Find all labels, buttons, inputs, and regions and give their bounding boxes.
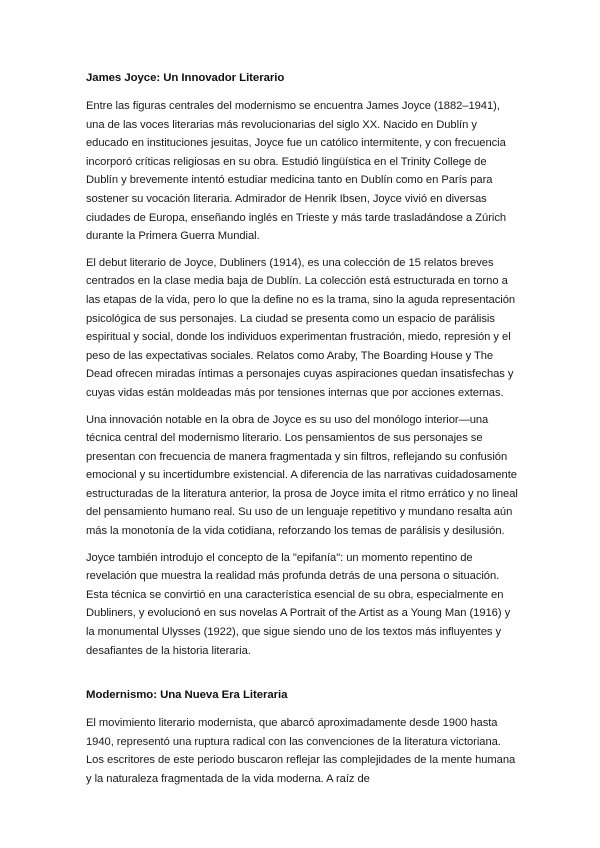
paragraph: Joyce también introdujo el concepto de la "epifanía": un momento repentino de revelación que muestra la realidad más profunda detrás de una persona o situación. Esta técnica se convirtió en una característica esencial de su obra, especialmente en Dubliners, y evolucionó en sus novelas A Portrait of the Artist as a Young Man (1916) y la monumental Ulysses (1922), que sigue siendo uno de los textos más influyentes y desafiantes de la historia literaria. xyxy=(86,551,511,657)
paragraph: Entre las figuras centrales del modernismo se encuentra James Joyce (1882–1941), una de las voces literarias más revolucionarias del siglo XX. Nacido en Dublín y educado en instituciones jesuitas, Joyce fue un católico intermitente, y con frecuencia incorporó críticas religiosas en su obra. Estudió lingüística en el Trinity College de Dublín y brevemente intentó estudiar medicina tanto en Dublín como en París para sostener su vocación literaria. Admirador de Henrik Ibsen, Joyce vivió en diversas ciudades de Europa, enseñando inglés en Trieste y más tarde trasladándose a Zúrich durante la Primera Guerra Mundial. xyxy=(86,100,507,243)
paragraph: Una innovación notable en la obra de Joyce es su uso del monólogo interior—una técnica central del modernismo literario. Los pensamientos de sus personajes se presentan con frecuencia de manera fragmentada y sin filtros, reflejando su confusión emocional y su incertidumbre existencial. A diferencia de las narrativas cuidadosamente estructuradas de la literatura anterior, la prosa de Joyce imita el ritmo errático y no lineal del pensamiento humano real. Su uso de un lenguaje repetitivo y mundano resalta aún más la monotonía de la vida cotidiana, reforzando los temas de parálisis y desilusión. xyxy=(86,413,518,538)
paragraph: El debut literario de Joyce, Dubliners (1914), es una colección de 15 relatos breves centrados en la clase media baja de Dublín. La colección está estructurada en torno a las etapas de la vida, pero lo que la define no es la trama, sino la aguda representación psicológica de sus personajes. La ciudad se presenta como un espacio de parálisis espiritual y social, donde los individuos experimentan frustración, miedo, represión y el peso de las expectativas sociales. Relatos como Araby, The Boarding House y The Dead ofrecen miradas íntimas a personajes cuyas aspiraciones quedan insatisfechas y cuyas vidas están moldeadas más por tensiones internas que por acciones externas. xyxy=(86,256,516,399)
document-body xyxy=(86,64,518,797)
paragraph: El movimiento literario modernista, que abarcó aproximadamente desde 1900 hasta 1940, representó una ruptura radical con las convenciones de la literatura victoriana. Los escritores de este periodo buscaron reflejar las complejidades de la mente humana y la naturaleza fragmentada de la vida moderna. A raíz de xyxy=(86,717,516,785)
section-heading-james-joyce: James Joyce: Un Innovador Literario xyxy=(86,72,285,84)
section-heading-modernismo: Modernismo: Una Nueva Era Literaria xyxy=(86,689,288,702)
